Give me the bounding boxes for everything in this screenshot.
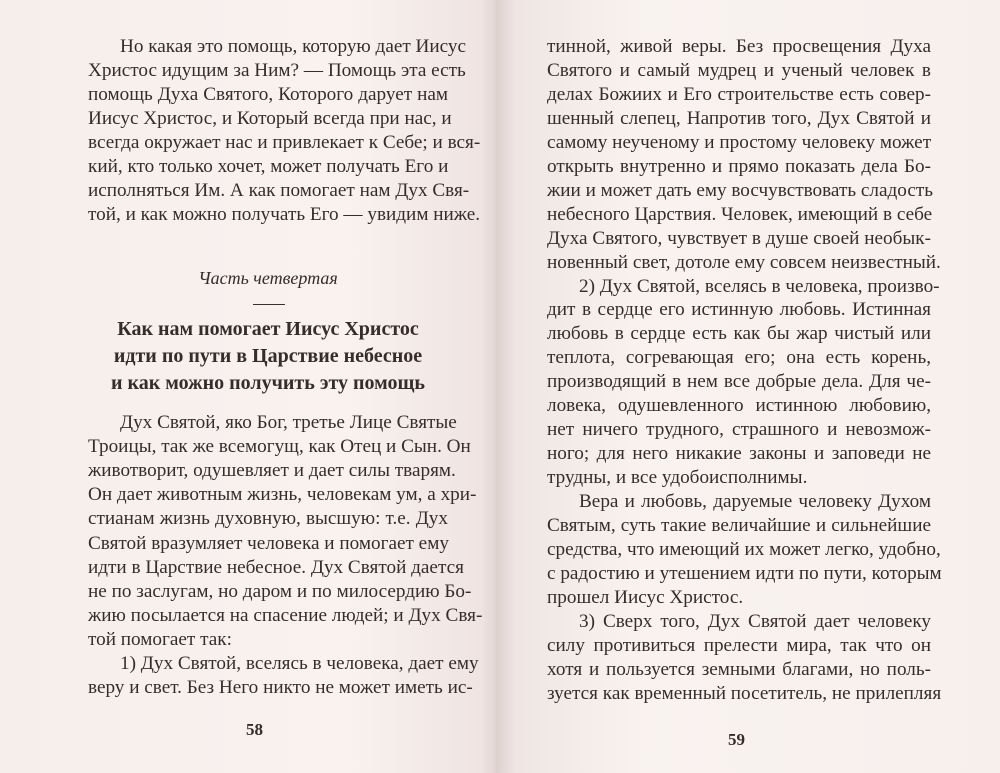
text-line: ного; для него никакие законы и заповеди не [547, 443, 931, 465]
page-number: 58 [246, 720, 263, 739]
text-line: кий, кто только хочет, может получать Его и [88, 156, 449, 177]
text-line: Он дает животным жизнь, человекам ум, а хри- [88, 484, 477, 506]
text-line: зуется как временный посетитель, не прилепляя [547, 682, 942, 704]
text-line: Святым, суть такие величайшие и сильнейшие [547, 515, 931, 536]
text-line: Святого и самый мудрец и ученый человек в [547, 59, 931, 81]
section-label: Часть четвертая [198, 268, 338, 288]
text-line: 1) Дух Святой, вселясь в человека, дает ему [120, 653, 479, 674]
text-line: небесного Царствия. Человек, имеющий в себе [547, 203, 933, 225]
text-line: жию посылается на спасение людей; и Дух Свя- [88, 604, 483, 626]
text-line: с радостию и утешением идти по пути, которым [547, 562, 942, 584]
text-line: жии и может дать ему восчувствовать сладость [547, 179, 933, 201]
text-line: той помогает так: [88, 628, 232, 650]
right-page [496, 0, 1000, 773]
text-line: Иисус Христос, и Который всегда при нас, и [88, 108, 452, 129]
text-line: веру и свет. Без Него никто не может иметь ис- [88, 677, 473, 699]
text-line: ловека, одушевленного истинною любовию, [547, 395, 931, 417]
text-line: стианам жизнь духовную, высшую: т.е. Дух [88, 508, 448, 530]
text-line: Дух Святой, яко Бог, третье Лице Святые [120, 412, 457, 433]
heading-line: и как можно получить эту помощь [110, 372, 425, 394]
text-line: делах Божиих и Его строительстве есть совер- [547, 83, 931, 105]
text-line: силу противиться прелести мира, так что он [547, 634, 931, 656]
text-line: Христос идущим за Ним? — Помощь эта есть [88, 60, 466, 81]
text-line: Но какая это помощь, которую дает Иисус [120, 36, 467, 57]
text-line: не по заслугам, но даром и по милосердию Бо- [88, 580, 472, 602]
text-line: помощь Духа Святого, Которого дарует нам [88, 84, 448, 105]
text-line: 2) Дух Святой, вселясь в человека, произво- [579, 275, 940, 297]
text-line: 3) Сверх того, Дух Святой дает человеку [579, 610, 931, 632]
heading-line: идти по пути в Царствие небесное [113, 345, 423, 367]
text-line: производящий в нем все добрые дела. Для че- [547, 371, 931, 393]
chapter-heading [88, 316, 448, 397]
text-line: Троицы, так же всемогущ, как Отец и Сын. Он [88, 436, 471, 458]
text-line: нет ничего трудного, страшного и невозмож- [547, 419, 931, 441]
heading-line: Как нам помогает Иисус Христос [117, 318, 419, 340]
page-number: 59 [728, 730, 745, 749]
text-line: шенный слепец, Напротив того, Дух Святой и [547, 107, 931, 129]
text-line: трудны, и все удобоисполнимы. [547, 467, 808, 489]
text-line: теплота, согревающая его; она есть корень, [547, 347, 931, 369]
text-line: самому неученому и простому человеку может [547, 131, 932, 153]
text-line: хотя и пользуется земными благами, но поль- [547, 658, 931, 680]
text-line: Духа Святого, чувствует в душе своей необык- [547, 227, 931, 249]
left-page [0, 0, 496, 773]
text-line: животворит, одушевляет и дает силы тварям. [88, 460, 456, 482]
text-line: исполняться Им. А как помогает нам Дух Свя- [88, 180, 470, 201]
divider-rule [253, 304, 285, 305]
text-line: той, и как можно получать Его — увидим ниже. [88, 204, 481, 225]
text-line: любовь в сердце есть как бы жар чистый или [547, 323, 931, 345]
text-line: Святой вразумляет человека и помогает ему [88, 532, 449, 554]
text-line: средства, что имеющий их может легко, удобно, [547, 538, 941, 560]
text-line: открыть внутренно и прямо показать дела Бо- [547, 155, 931, 177]
text-line: прошел Иисус Христос. [547, 586, 744, 608]
text-line: идти в Царствие небесное. Дух Святой дается [88, 556, 464, 578]
text-line: дит в сердце его истинную любовь. Истинная [547, 299, 931, 321]
text-line: Вера и любовь, даруемые человеку Духом [579, 491, 931, 513]
text-line: тинной, живой веры. Без просвещения Духа [547, 36, 931, 57]
text-line: всегда окружает нас и привлекает к Себе; и вся- [88, 132, 481, 153]
text-line: новенный свет, дотоле ему совсем неизвестный. [547, 251, 941, 273]
